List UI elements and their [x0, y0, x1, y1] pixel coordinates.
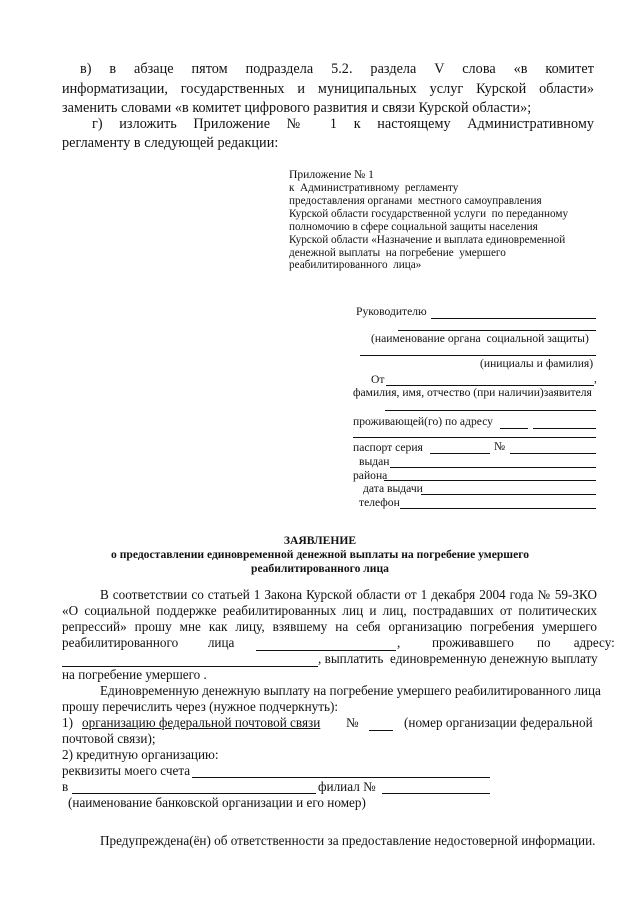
body-line-3: репрессий» прошу мне как лицу, взявшему на себя организацию погребения умершего [62, 619, 597, 634]
appendix-line-5: Курской области «Назначение и выплата единовременной [289, 234, 566, 246]
address-blank-1[interactable] [500, 428, 528, 429]
body-line-6: на погребение умершего . [62, 667, 207, 682]
appendix-line-3: Курской области государственной услуги по переданному [289, 208, 569, 220]
bank-name-blank[interactable] [72, 793, 316, 794]
amendment-g-line2: регламенту в следующей редакции: [62, 135, 279, 151]
option-1-tail: (номер организации федеральной [404, 715, 593, 730]
branch-number-blank[interactable] [382, 793, 490, 794]
account-blank[interactable] [192, 777, 490, 778]
option-1-no: № [346, 715, 359, 730]
appendix-line-2: предоставления органами местного самоуправления [289, 195, 542, 207]
body-line-4b: проживавшего по адресу: [432, 635, 615, 650]
address-blank-3[interactable] [353, 437, 596, 438]
passport-label: паспорт серия [353, 441, 423, 454]
initials-blank[interactable] [360, 355, 596, 356]
body-line-5: , выплатить единовременную денежную выплату [318, 651, 598, 666]
body-line-4-comma: , [397, 635, 401, 650]
from-comma: , [594, 372, 597, 385]
passport-series-blank[interactable] [430, 453, 490, 454]
amendment-b-line1: в) в абзаце пятом подраздела 5.2. раздела V слова «в комитет [80, 61, 594, 77]
branch-label: филиал № [318, 779, 376, 794]
in-label: в [62, 779, 69, 794]
option-1-number: 1) [62, 715, 73, 730]
issue-date-label: дата выдачи [363, 482, 423, 495]
district-label: района [353, 469, 388, 482]
appendix-line-0: Приложение № 1 [289, 168, 374, 181]
phone-label: телефон [359, 496, 400, 509]
district-blank[interactable] [384, 480, 596, 481]
address-label: проживающей(го) по адресу [353, 415, 493, 428]
post-office-number-blank[interactable] [369, 730, 393, 731]
initials-caption: (инициалы и фамилия) [480, 357, 594, 370]
amendment-b-line2: информатизации, государственных и муниципальных услуг Курской области» [62, 81, 594, 97]
statement-subtitle-1: о предоставлении единовременной денежной выплаты на погребение умершего [111, 548, 529, 561]
number-label: № [494, 440, 506, 453]
option-1-line2: почтовой связи); [62, 731, 156, 746]
body-line-2: «О социальной поддержке реабилитированных лиц и лиц, пострадавших от политических [62, 603, 597, 618]
from-label: От [371, 373, 385, 386]
address-blank-2[interactable] [533, 428, 596, 429]
head-blank[interactable] [431, 318, 596, 319]
appendix-line-6: денежной выплаты на погребение умершего [289, 247, 506, 259]
head-label: Руководителю [356, 305, 427, 318]
account-label: реквизиты моего счета [62, 763, 191, 778]
statement-title: ЗАЯВЛЕНИЕ [283, 534, 357, 547]
org-blank[interactable] [398, 330, 596, 331]
bank-caption: (наименование банковской организации и его номер) [68, 795, 366, 810]
amendment-b-line3: заменить словами «в комитет цифрового развития и связи Курской области»; [62, 100, 532, 116]
appendix-line-7: реабилитированного лица» [289, 259, 422, 271]
body-line-4a: реабилитированного лица [62, 635, 235, 650]
org-caption: (наименование органа социальной защиты) [371, 332, 589, 345]
body-line-1: В соответствии со статьей 1 Закона Курской области от 1 декабря 2004 года № 59-ЗКО [100, 587, 597, 602]
amendment-g-line1: г) изложить Приложение № 1 к настоящему Административному [92, 116, 594, 132]
body-line-8: прошу перечислить через (нужное подчеркнуть): [62, 699, 339, 714]
option-2[interactable]: 2) кредитную организацию: [62, 747, 219, 762]
applicant-caption: фамилия, имя, отчество (при наличии)заявителя [353, 386, 592, 399]
appendix-line-4: полномочию в сфере социальной защиты населения [289, 221, 538, 233]
appendix-line-1: к Административному регламенту [289, 182, 459, 194]
option-1-text[interactable]: организацию федеральной почтовой связи [82, 715, 321, 730]
statement-subtitle-2: реабилитированного лица [251, 562, 389, 575]
warning-text: Предупреждена(ён) об ответственности за предоставление недостоверной информации. [100, 833, 596, 848]
applicant-blank[interactable] [385, 410, 596, 411]
body-line-7: Единовременную денежную выплату на погребение умершего реабилитированного лица [100, 683, 601, 698]
issued-label: выдан [359, 455, 390, 468]
issued-blank[interactable] [390, 467, 596, 468]
issue-date-blank[interactable] [421, 494, 596, 495]
phone-blank[interactable] [400, 508, 596, 509]
passport-number-blank[interactable] [510, 453, 596, 454]
